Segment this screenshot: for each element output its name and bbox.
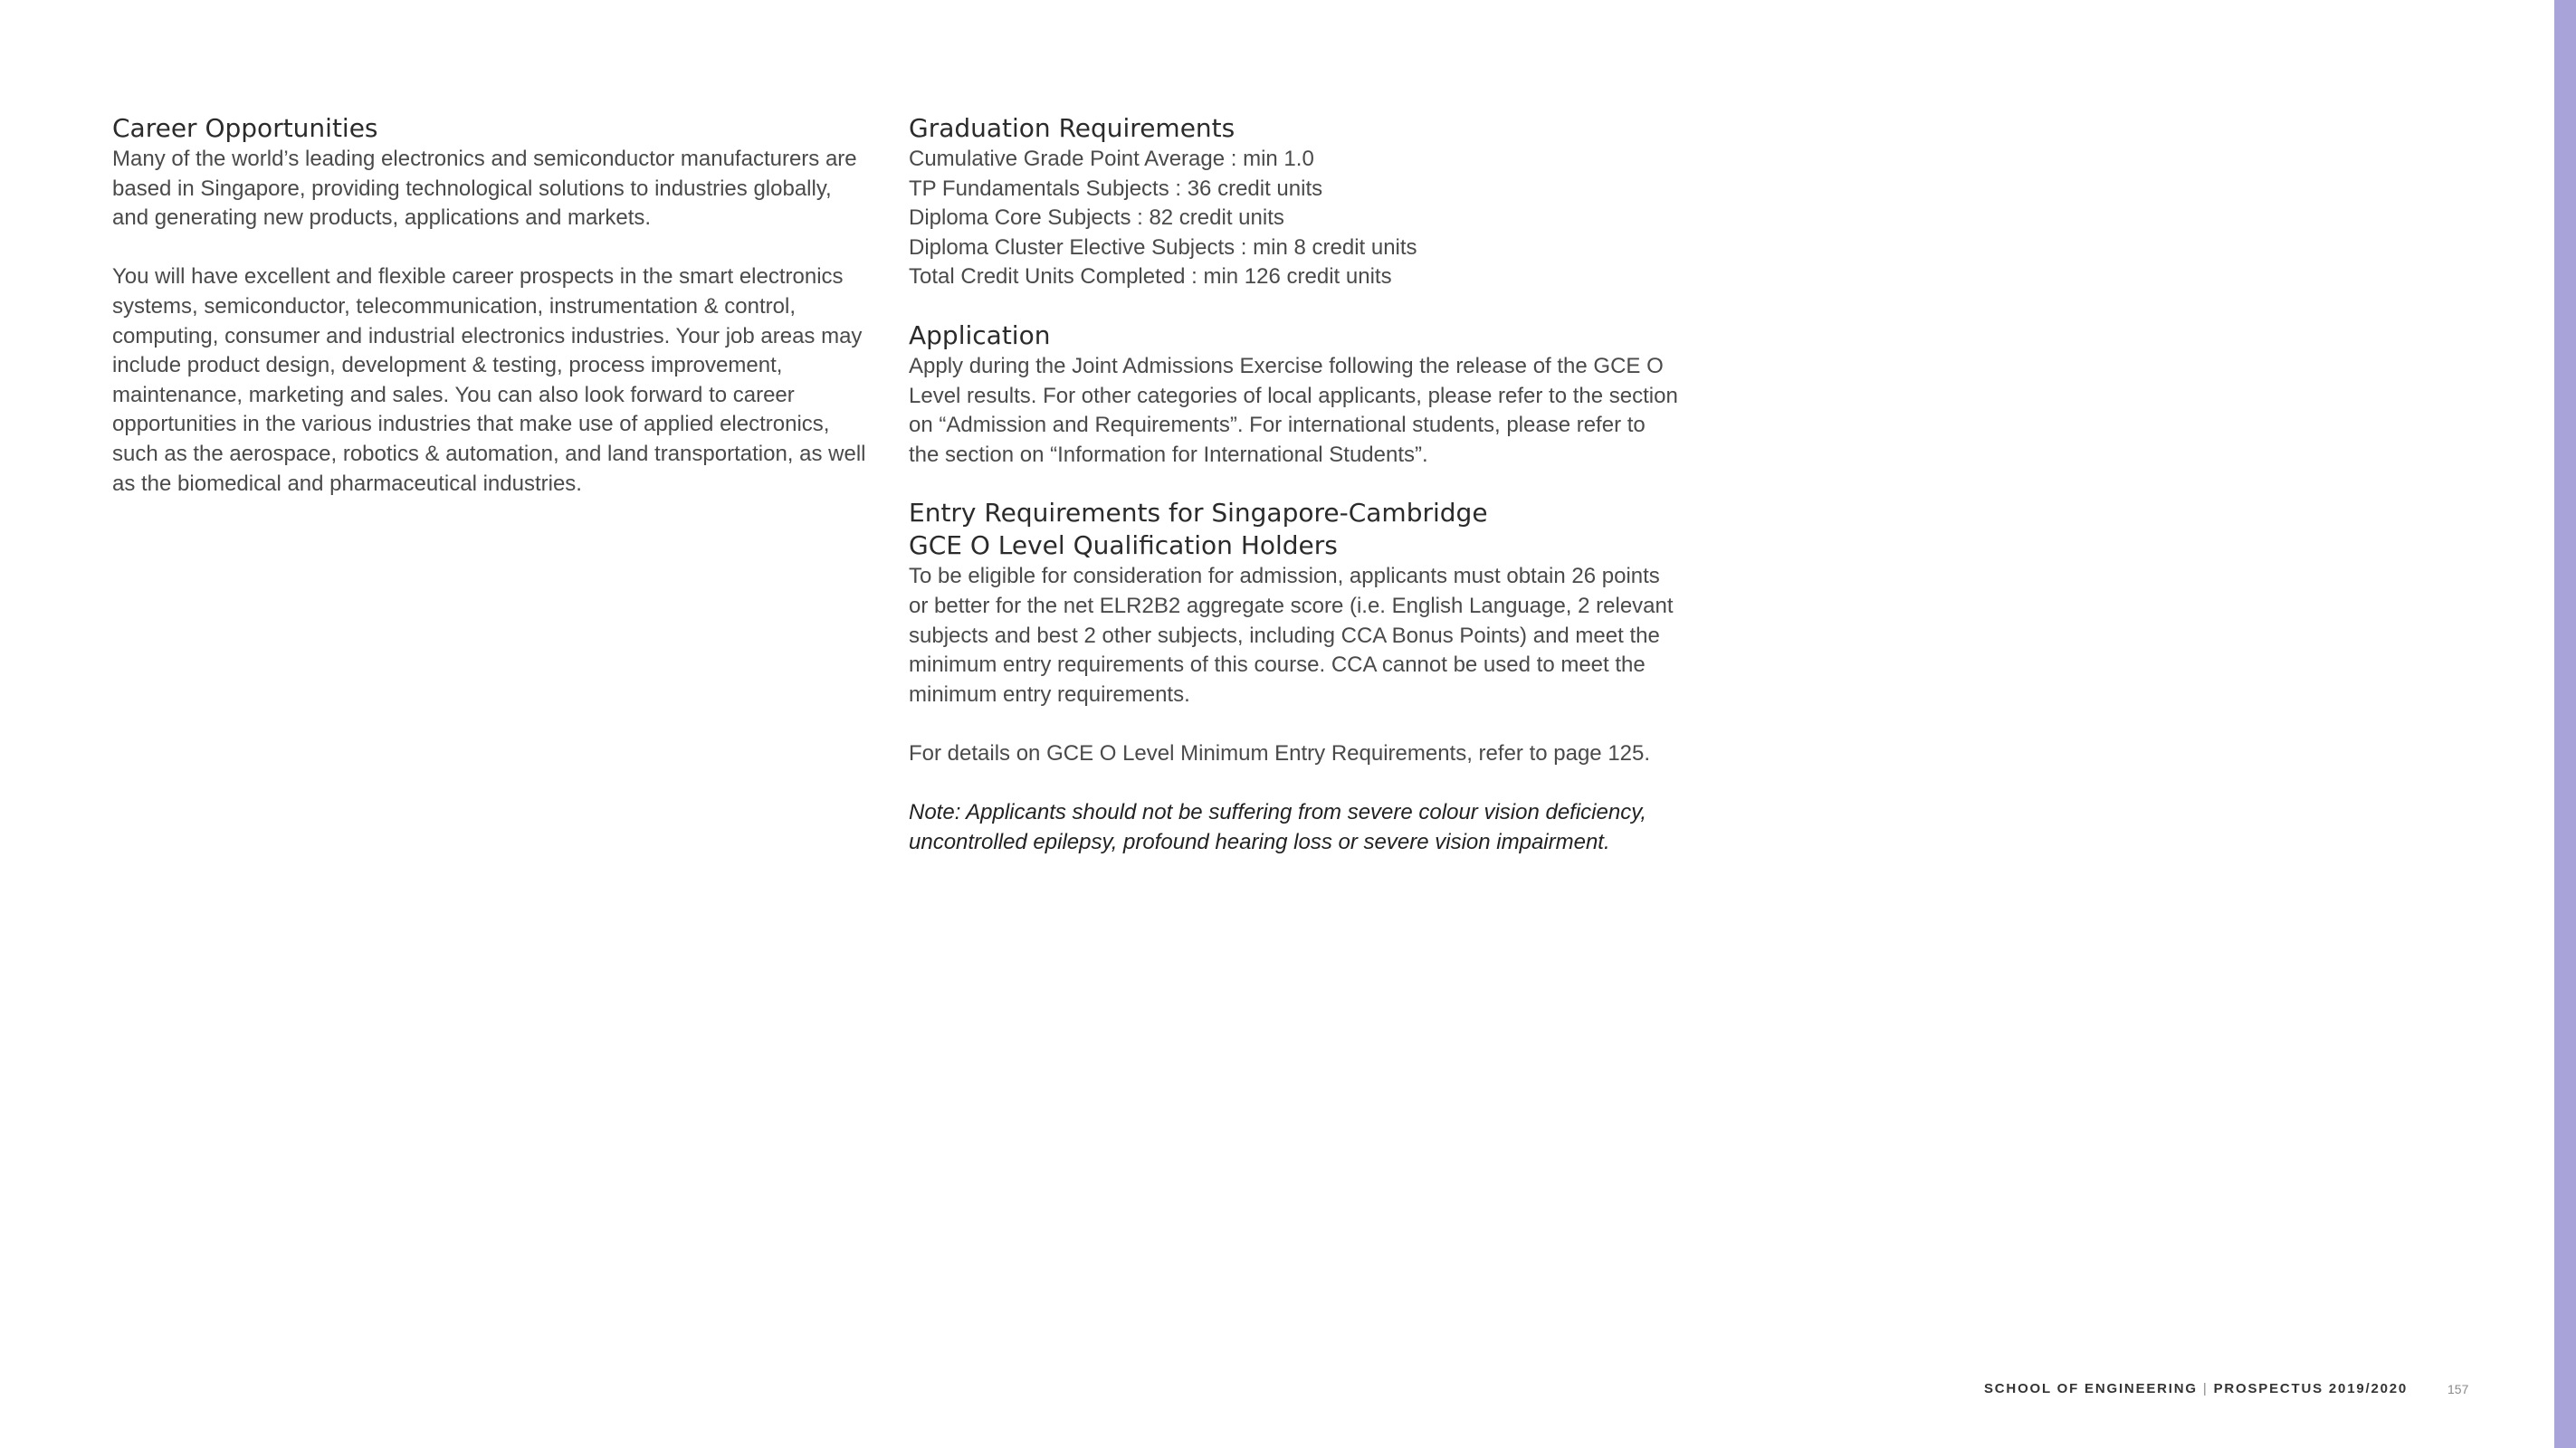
entry-requirements-section <box>909 497 1678 857</box>
graduation-requirement-line: Diploma Cluster Elective Subjects : min 8 credit units <box>909 234 1417 260</box>
entry-requirements-note: Note: Applicants should not be suffering from severe colour vision deficiency, uncontrolled epilepsy, profound hearing loss or severe vision impairment. <box>909 800 1647 854</box>
application-section <box>909 319 1678 470</box>
graduation-requirement-line: Diploma Core Subjects : 82 credit units <box>909 205 1284 231</box>
left-column <box>112 112 873 526</box>
graduation-requirements-heading: Graduation Requirements <box>909 113 1236 143</box>
application-text: Apply during the Joint Admissions Exercise following the release of the GCE O Level results. For other categories of local applicants, please refer to the section on “Admission and Requirements”. For international students, please refer to the section on “Information for International Students”. <box>909 353 1678 467</box>
career-paragraph-2: You will have excellent and flexible career prospects in the smart electronics systems, semiconductor, telecommunication, instrumentation & control, computing, consumer and industrial electronics industries. Your job areas may include product design, development & testing, process improvement, maintenance, marketing and sales. You can also look forward to career opportunities in the various industries that make use of applied electronics, such as the aerospace, robotics & automation, and land transportation, as well as the biomedical and pharmaceutical industries. <box>112 264 866 496</box>
graduation-requirement-line: Cumulative Grade Point Average : min 1.0 <box>909 147 1314 171</box>
footer-school-name: SCHOOL OF ENGINEERING <box>1984 1381 2198 1396</box>
career-opportunities-heading: Career Opportunities <box>112 113 378 143</box>
right-column <box>909 112 1678 884</box>
page-footer <box>1984 1381 2408 1396</box>
graduation-requirement-line: Total Credit Units Completed : min 126 credit units <box>909 264 1392 290</box>
footer-separator: | <box>2202 1381 2209 1396</box>
entry-requirements-page-reference: For details on GCE O Level Minimum Entry Requirements, refer to page 125. <box>909 740 1651 766</box>
entry-requirements-paragraph: To be eligible for consideration for admission, applicants must obtain 26 points or better for the net ELR2B2 aggregate score (i.e. English Language, 2 relevant subjects and best 2 other subjects, including CCA Bonus Points) and meet the minimum entry requirements of this course. CCA cannot be used to meet the minimum entry requirements. <box>909 564 1674 707</box>
page-number: 157 <box>2447 1382 2469 1396</box>
graduation-requirement-line: TP Fundamentals Subjects : 36 credit units <box>909 176 1323 201</box>
sidebar-stripe <box>2554 0 2576 1448</box>
application-heading: Application <box>909 319 1051 350</box>
career-paragraph-1: Many of the world’s leading electronics and semiconductor manufacturers are based in Singapore, providing technological solutions to industries globally, and generating new products, applications and markets. <box>112 147 857 231</box>
footer-prospectus: PROSPECTUS 2019/2020 <box>2213 1381 2409 1396</box>
career-opportunities-section <box>112 112 873 499</box>
graduation-requirements-section <box>909 112 1678 292</box>
entry-requirements-heading: Entry Requirements for Singapore-Cambridge GCE O Level Qualification Holders <box>909 498 1488 561</box>
